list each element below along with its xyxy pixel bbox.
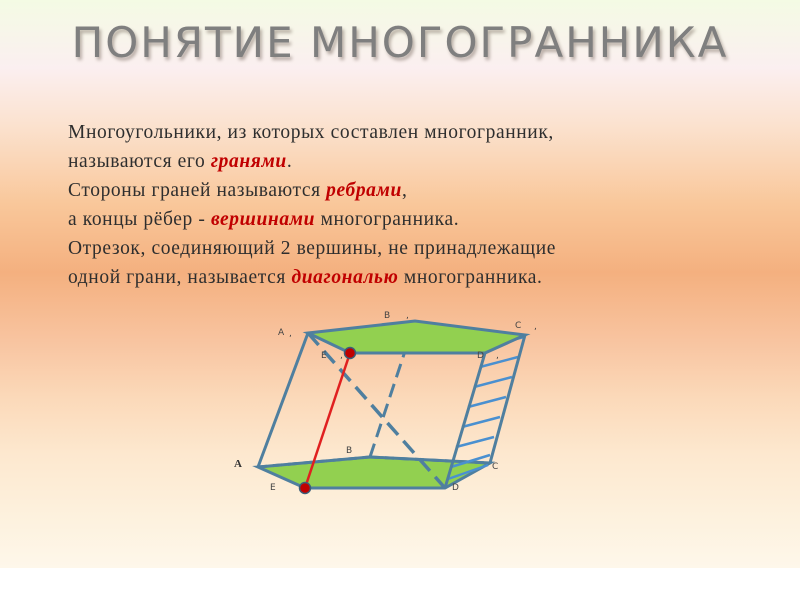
text-fragment: многогранника. [398, 267, 543, 288]
text-line-3 [68, 176, 768, 205]
term-vertices: вершинами [210, 209, 316, 230]
label-a: A [234, 458, 242, 470]
label-e1: E [321, 351, 327, 361]
vertex-point-e [300, 483, 311, 494]
text-fragment: Стороны граней называются [68, 180, 327, 201]
text-fragment: . [286, 151, 293, 172]
label-d: D [452, 483, 459, 493]
label-c: C [492, 462, 499, 472]
text-line-6 [68, 263, 768, 292]
slide-title: ПОНЯТИЕ МНОГОГРАННИКА [71, 18, 729, 67]
text-line-2 [68, 147, 768, 176]
label-b1-sub: , [406, 311, 409, 321]
label-a1: A [278, 328, 285, 338]
label-d1-sub: , [496, 351, 499, 361]
edge [258, 333, 308, 467]
term-edges: ребрами [326, 180, 402, 201]
label-d1: D [477, 351, 484, 361]
vertex-point-e1 [345, 348, 356, 359]
definition-text [68, 118, 768, 292]
top-face [308, 321, 525, 353]
text-line-4 [68, 205, 768, 234]
label-e1-sub: , [340, 351, 343, 361]
text-fragment: а концы рёбер - [68, 209, 211, 230]
text-fragment: , [401, 180, 408, 201]
label-c1-sub: , [534, 322, 537, 332]
label-b1: B [384, 311, 391, 321]
text-line-1: Многоугольники, из которых составлен многогранник, [68, 122, 554, 143]
text-fragment: многогранника. [315, 209, 460, 230]
text-fragment: одной грани, называется [68, 267, 292, 288]
label-a1-sub: , [289, 329, 292, 339]
label-b: B [346, 446, 353, 456]
term-faces: гранями [210, 151, 287, 172]
hatched-face [448, 337, 524, 479]
prism-diagram [200, 295, 560, 510]
text-line-5: Отрезок, соединяющий 2 вершины, не принадлежащие [68, 238, 557, 259]
term-diagonal: диагональю [291, 267, 399, 288]
label-e: E [270, 483, 276, 493]
text-fragment: называются его [68, 151, 211, 172]
label-c1: C [515, 321, 522, 331]
